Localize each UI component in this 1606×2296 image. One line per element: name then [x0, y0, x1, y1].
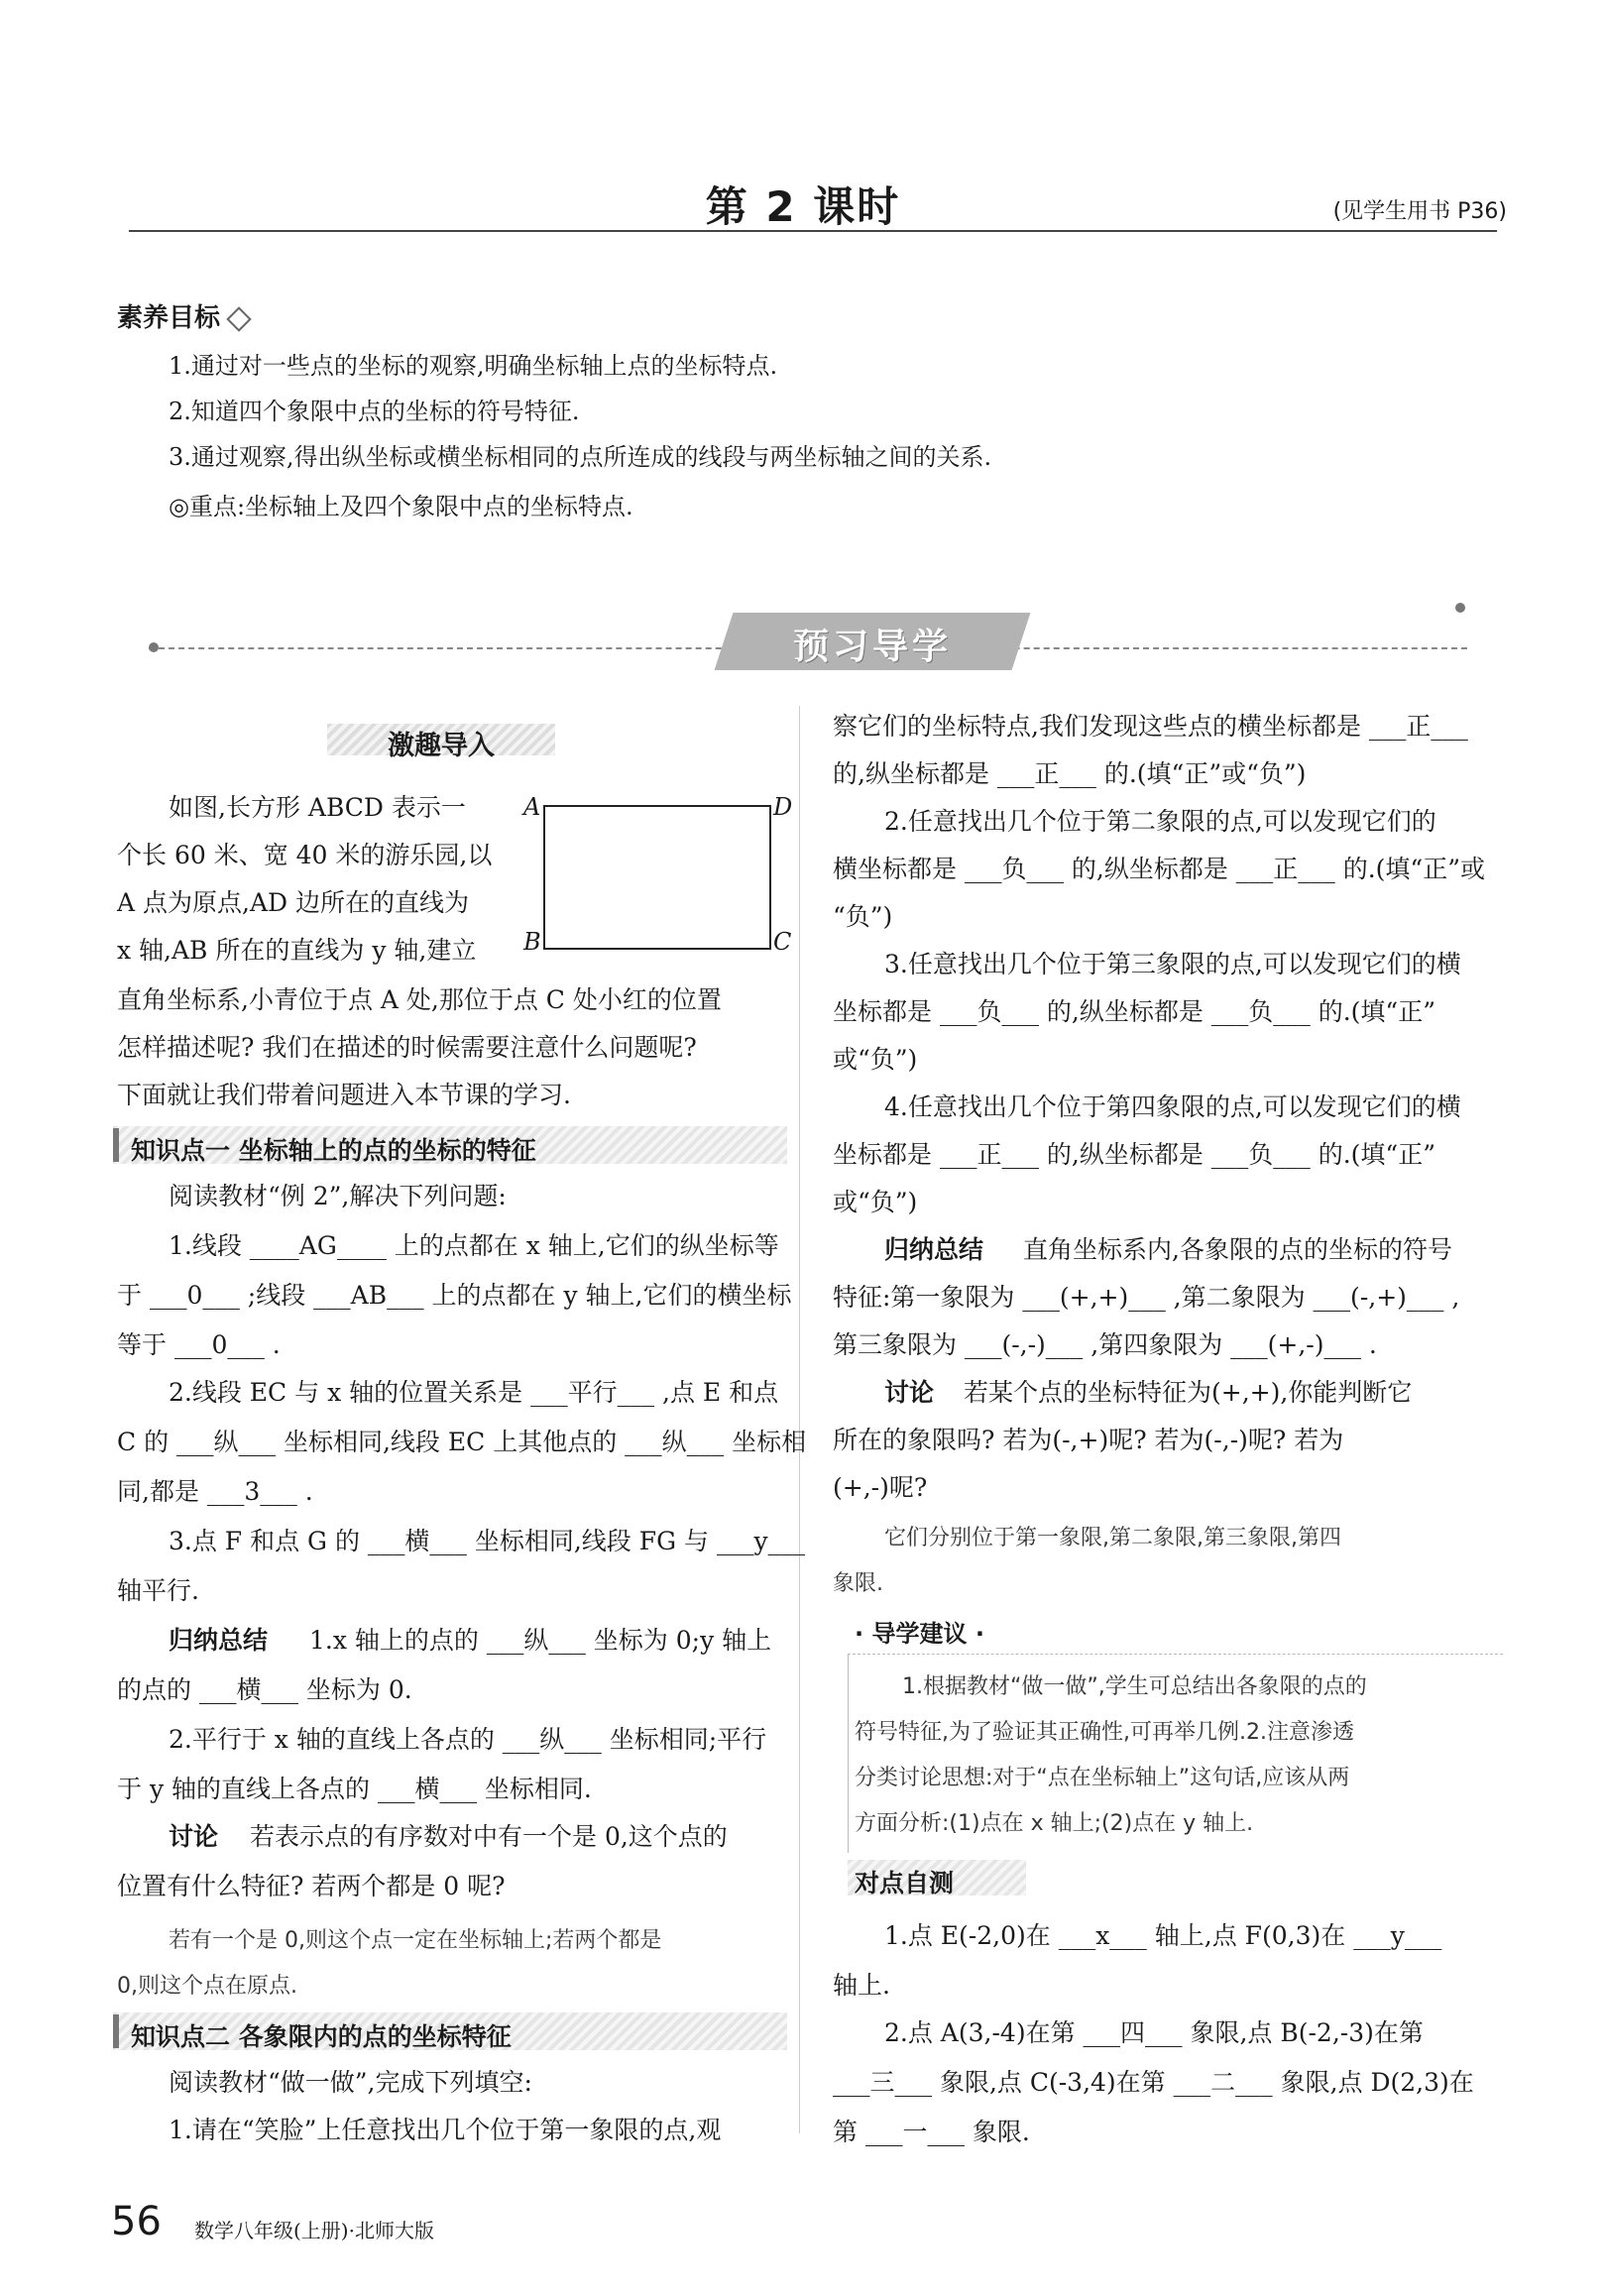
k1-line: 同,都是 ___3___ . [117, 1477, 313, 1506]
guide-tip-line: 符号特征,为了验证其正确性,可再举几例.2.注意渗透 [855, 1720, 1354, 1745]
right-line: 或“负”) [833, 1045, 918, 1074]
intro-line: 下面就让我们带着问题进入本节课的学习. [117, 1081, 571, 1109]
banner-title: 预习导学 [792, 627, 952, 667]
k1-summary-line: 1.x 轴上的点的 ___纵___ 坐标为 0;y 轴上 [309, 1626, 772, 1655]
right-line: 横坐标都是 ___负___ 的,纵坐标都是 ___正___ 的.(填“正”或 [833, 855, 1485, 883]
goal-key-point: ◎重点:坐标轴上及四个象限中点的坐标特点. [169, 493, 633, 520]
figure-label-d: D [773, 793, 793, 821]
guide-tip-line: 方面分析:(1)点在 x 轴上;(2)点在 y 轴上. [855, 1811, 1254, 1836]
k1-line: 2.线段 EC 与 x 轴的位置关系是 ___平行___ ,点 E 和点 [169, 1378, 779, 1407]
k1-line: 等于 ___0___ . [117, 1330, 281, 1359]
right-summary-line: 第三象限为 ___(-,-)___ ,第四象限为 ___(+,-)___ . [833, 1330, 1377, 1359]
k1-line: 1.线段 ____AG____ 上的点都在 x 轴上,它们的纵坐标等 [169, 1231, 779, 1260]
guide-tips-heading: · 导学建议 · [855, 1620, 984, 1648]
park-rectangle-figure [543, 805, 771, 950]
right-line: 的,纵坐标都是 ___正___ 的.(填“正”或“负”) [833, 759, 1307, 788]
k1-summary-line: 的点的 ___横___ 坐标为 0. [117, 1675, 412, 1704]
intro-line: 怎样描述呢? 我们在描述的时候需要注意什么问题呢? [117, 1033, 697, 1062]
right-line: “负”) [833, 902, 893, 931]
guide-tip-line: 分类讨论思想:对于“点在坐标轴上”这句话,应该从两 [855, 1766, 1350, 1790]
k1-line: 阅读教材“例 2”,解决下列问题: [169, 1182, 507, 1210]
goal-item: 2.知道四个象限中点的坐标的符号特征. [169, 398, 580, 425]
selftest-line: 轴上. [833, 1971, 890, 2000]
goal-item: 1.通过对一些点的坐标的观察,明确坐标轴上点的坐标特点. [169, 352, 778, 380]
k1-summary-label: 归纳总结 [169, 1626, 269, 1655]
right-discuss-line: 若某个点的坐标特征为(+,+),你能判断它 [964, 1378, 1413, 1407]
right-answer-line: 象限. [833, 1571, 883, 1596]
k1-line: 3.点 F 和点 G 的 ___横___ 坐标相同,线段 FG 与 ___y___ [169, 1527, 806, 1555]
k1-heading-bar [113, 1128, 119, 1162]
k1-line: 于 ___0___ ;线段 ___AB___ 上的点都在 y 轴上,它们的横坐标 [117, 1281, 792, 1310]
right-line: 2.任意找出几个位于第二象限的点,可以发现它们的 [884, 807, 1436, 836]
k2-heading: 知识点二 各象限内的点的坐标特征 [131, 2022, 512, 2051]
right-discuss-line: 所在的象限吗? 若为(-,+)呢? 若为(-,-)呢? 若为 [833, 1426, 1344, 1454]
intro-heading: 激趣导入 [388, 731, 495, 761]
lesson-title: 第 2 课时 [705, 182, 901, 231]
goal-item: 3.通过观察,得出纵坐标或横坐标相同的点所连成的线段与两坐标轴之间的关系. [169, 443, 992, 471]
title-rule [129, 230, 1497, 232]
banner-dot-icon [149, 642, 159, 652]
right-line: 察它们的坐标特点,我们发现这些点的横坐标都是 ___正___ [833, 712, 1468, 741]
banner-dot-icon [1455, 603, 1465, 613]
intro-line: 个长 60 米、宽 40 米的游乐园,以 [117, 841, 493, 869]
right-line: 或“负”) [833, 1188, 918, 1216]
k1-answer-line: 若有一个是 0,则这个点一定在坐标轴上;若两个都是 [169, 1928, 662, 1953]
selftest-line: 第 ___一___ 象限. [833, 2118, 1030, 2146]
right-line: 4.任意找出几个位于第四象限的点,可以发现它们的横 [884, 1092, 1461, 1121]
selftest-line: 2.点 A(3,-4)在第 ___四___ 象限,点 B(-2,-3)在第 [884, 2018, 1424, 2047]
k1-line: 轴平行. [117, 1576, 199, 1605]
goals-heading-text: 素养目标 [117, 303, 221, 333]
k1-discuss-label: 讨论 [169, 1822, 219, 1851]
book-reference: (见学生用书 P36) [1332, 199, 1507, 224]
k2-heading-bar [113, 2014, 119, 2048]
k2-line: 1.请在“笑脸”上任意找出几个位于第一象限的点,观 [169, 2116, 722, 2144]
k2-line: 阅读教材“做一做”,完成下列填空: [169, 2068, 532, 2097]
right-line: 3.任意找出几个位于第三象限的点,可以发现它们的横 [884, 950, 1461, 978]
k1-summary-line: 于 y 轴的直线上各点的 ___横___ 坐标相同. [117, 1775, 592, 1803]
right-summary-line: 直角坐标系内,各象限的点的坐标的符号 [1023, 1235, 1452, 1264]
intro-line: x 轴,AB 所在的直线为 y 轴,建立 [117, 936, 477, 965]
k1-line: C 的 ___纵___ 坐标相同,线段 EC 上其他点的 ___纵___ 坐标相 [117, 1428, 807, 1456]
right-summary-label: 归纳总结 [884, 1235, 984, 1264]
figure-label-c: C [773, 928, 792, 956]
right-line: 坐标都是 ___正___ 的,纵坐标都是 ___负___ 的.(填“正” [833, 1140, 1435, 1169]
right-summary-line: 特征:第一象限为 ___(+,+)___ ,第二象限为 ___(-,+)___ , [833, 1283, 1460, 1312]
selftest-line: ___三___ 象限,点 C(-3,4)在第 ___二___ 象限,点 D(2,3)在 [833, 2068, 1474, 2097]
intro-line: 如图,长方形 ABCD 表示一 [169, 793, 466, 822]
selftest-heading: 对点自测 [855, 1869, 955, 1897]
k1-heading: 知识点一 坐标轴上的点的坐标的特征 [131, 1136, 536, 1165]
k1-discuss-line: 位置有什么特征? 若两个都是 0 呢? [117, 1872, 506, 1900]
intro-line: A 点为原点,AD 边所在的直线为 [117, 888, 469, 917]
k1-answer-line: 0,则这个点在原点. [117, 1974, 297, 1999]
right-discuss-line: (+,-)呢? [833, 1473, 928, 1502]
guide-tip-line: 1.根据教材“做一做”,学生可总结出各象限的点的 [902, 1674, 1367, 1699]
right-answer-line: 它们分别位于第一象限,第二象限,第三象限,第四 [884, 1526, 1341, 1550]
goals-heading [117, 297, 248, 334]
book-footer: 数学八年级(上册)·北师大版 [194, 2219, 434, 2242]
column-divider [799, 706, 800, 2133]
figure-label-b: B [523, 928, 541, 956]
k1-summary-line: 2.平行于 x 轴的直线上各点的 ___纵___ 坐标相同;平行 [169, 1725, 767, 1754]
diamond-icon [226, 306, 251, 331]
k1-discuss-line: 若表示点的有序数对中有一个是 0,这个点的 [250, 1822, 728, 1851]
right-line: 坐标都是 ___负___ 的,纵坐标都是 ___负___ 的.(填“正” [833, 997, 1435, 1026]
figure-label-a: A [523, 793, 541, 821]
right-discuss-label: 讨论 [884, 1378, 935, 1407]
selftest-line: 1.点 E(-2,0)在 ___x___ 轴上,点 F(0,3)在 ___y___ [884, 1921, 1442, 1950]
intro-line: 直角坐标系,小青位于点 A 处,那位于点 C 处小红的位置 [117, 985, 722, 1014]
page-number: 56 [111, 2199, 162, 2244]
